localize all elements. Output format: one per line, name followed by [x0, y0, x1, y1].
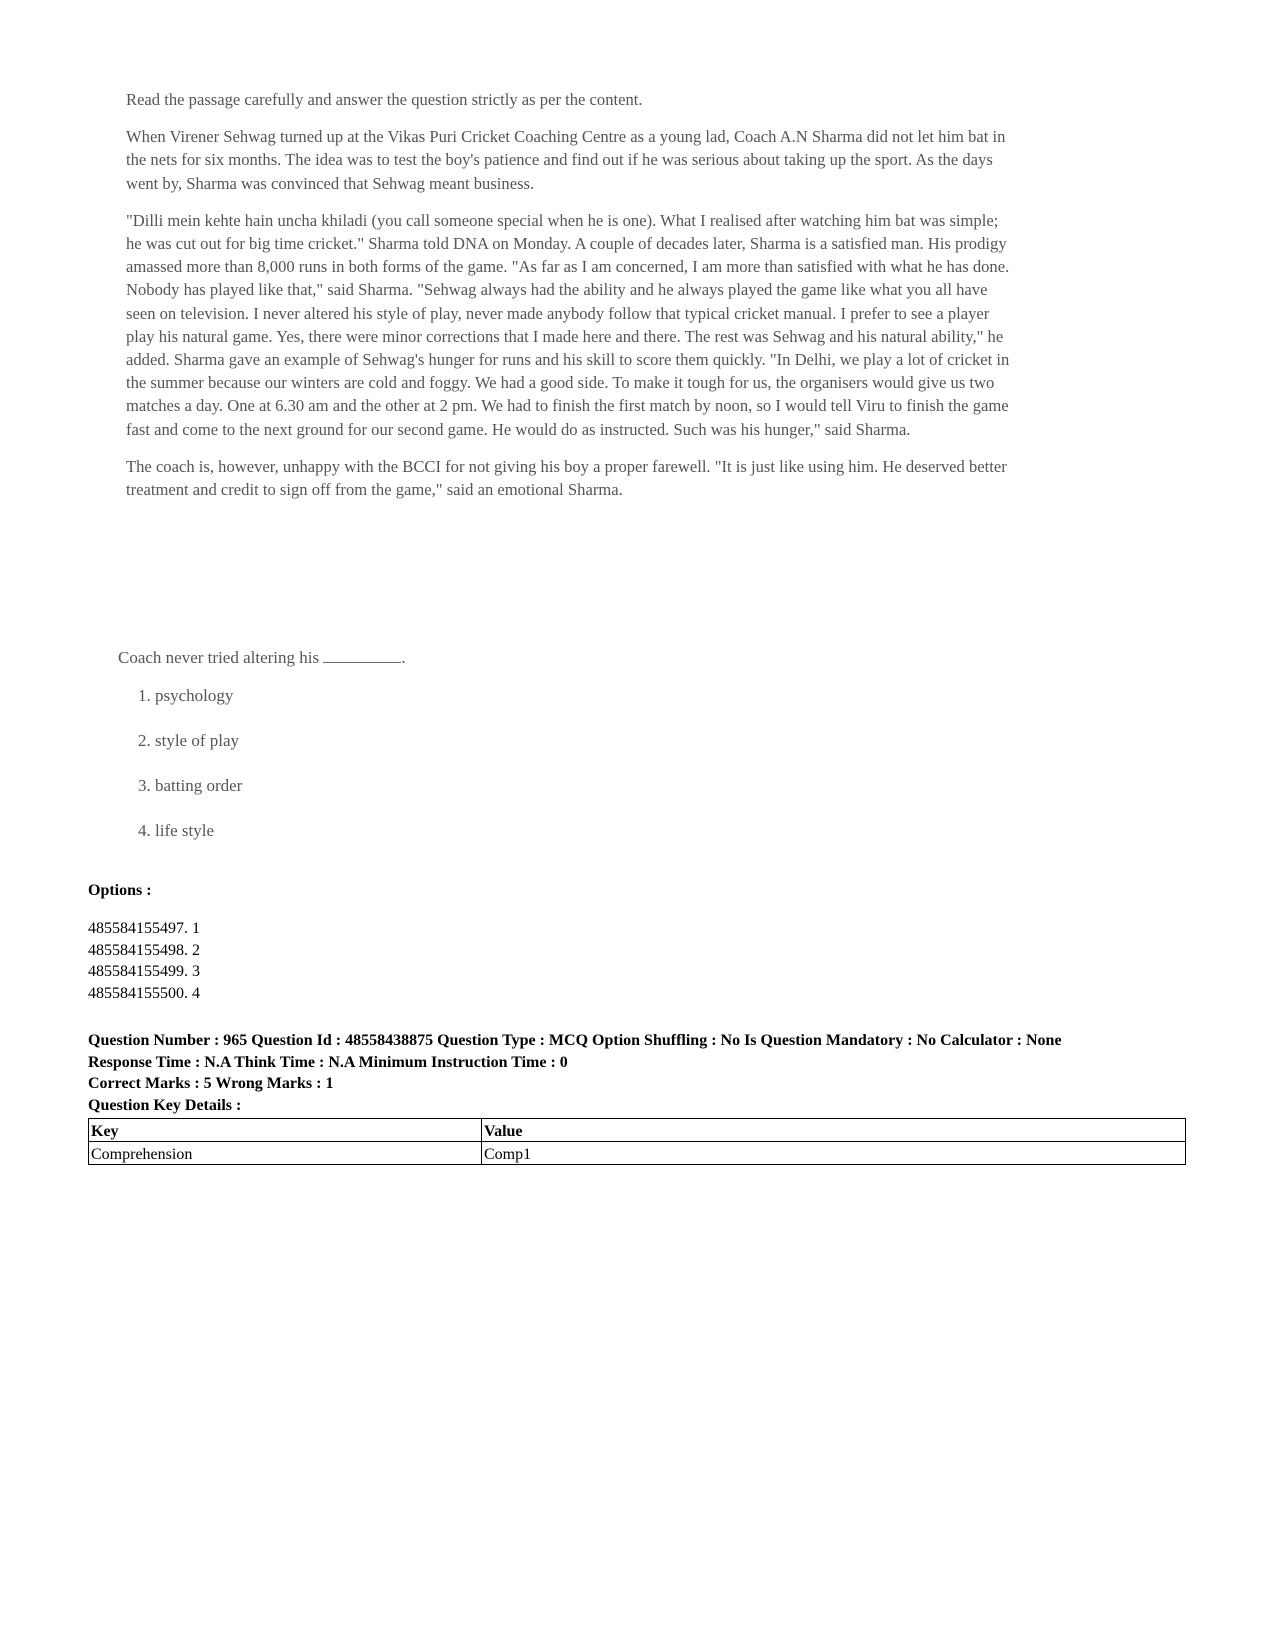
- answer-blank: [323, 648, 401, 663]
- passage-paragraph-2: "Dilli mein kehte hain uncha khiladi (you call someone special when he is one). What I realised after watching him bat was simple; he was cut out for big time cricket." Sharma told DNA on Monday. A couple of decades later, Sharma is a satisfied man. His prodigy amassed more than 8,000 runs in both forms of the game. "As far as I am concerned, I am more than satisfied with what he has done. Nobody has played like that," said Sharma. "Sehwag always had the ability and he always played the game like what you all have seen on television. I never altered his style of play, never made anybody follow that typical cricket manual. I prefer to see a player play his natural game. Yes, there were minor corrections that I made here and there. The rest was Sehwag and his natural ability," he added. Sharma gave an example of Sehwag's hunger for runs and his skill to score them quickly. "In Delhi, we play a lot of cricket in the summer because our winters are cold and foggy. We had a good side. To make it tough for us, the organisers would give us two matches a day. One at 6.30 am and the other at 2 pm. We had to finish the first match by noon, so I would tell Viru to finish the game fast and come to the next ground for our second game. He would do as instructed. Such was his hunger," said Sharma.: [126, 210, 1010, 439]
- passage-paragraph-3: The coach is, however, unhappy with the BCCI for not giving his boy a proper farewell. "It is just like using him. He deserved better treatment and credit to sign off from the game," said an emotional Sharma.: [126, 456, 1007, 500]
- question-key-table: [88, 1118, 1186, 1165]
- passage-image: [118, 88, 1018, 515]
- options-heading: Options :: [88, 882, 152, 899]
- option-item: 485584155497. 1: [88, 920, 200, 937]
- choice-item: 1. psychology: [138, 686, 234, 705]
- meta-line-marks: Correct Marks : 5 Wrong Marks : 1: [88, 1075, 334, 1092]
- column-header-value: Value: [482, 1119, 1186, 1142]
- passage-instruction: Read the passage carefully and answer the question strictly as per the content.: [126, 90, 643, 109]
- option-item: 485584155498. 2: [88, 941, 200, 959]
- choice-list: [118, 684, 406, 864]
- meta-line-timing: Response Time : N.A Think Time : N.A Minimum Instruction Time : 0: [88, 1053, 568, 1071]
- question-text: [118, 648, 406, 668]
- column-header-key: Key: [89, 1119, 482, 1142]
- question-metadata: [88, 1030, 1062, 1116]
- table-cell-key: Comprehension: [89, 1142, 482, 1165]
- option-item: 485584155500. 4: [88, 984, 200, 1002]
- meta-line-key-details: Question Key Details :: [88, 1096, 242, 1114]
- question-end: .: [401, 648, 406, 667]
- table-cell-value: Comp1: [482, 1142, 1186, 1165]
- choice-item: 2. style of play: [138, 731, 240, 750]
- option-item: 485584155499. 3: [88, 963, 200, 980]
- choice-item: 3. batting order: [138, 776, 243, 795]
- choice-item: 4. life style: [138, 821, 215, 840]
- option-list: [88, 918, 200, 1004]
- table-header-row: [89, 1119, 1186, 1142]
- meta-line-question-info: Question Number : 965 Question Id : 48558438875 Question Type : MCQ Option Shuffling : No Is Question Mandatory : No Calculator : None: [88, 1032, 1062, 1049]
- question-stem: Coach never tried altering his: [118, 648, 320, 667]
- table-row: [89, 1142, 1186, 1165]
- passage-paragraph-1: When Virener Sehwag turned up at the Vikas Puri Cricket Coaching Centre as a young lad, Coach A.N Sharma did not let him bat in the nets for six months. The idea was to test the boy's patience and find out if he was serious about taking up the sport. As the days went by, Sharma was convinced that Sehwag meant business.: [126, 127, 1006, 193]
- question-image: [118, 648, 406, 864]
